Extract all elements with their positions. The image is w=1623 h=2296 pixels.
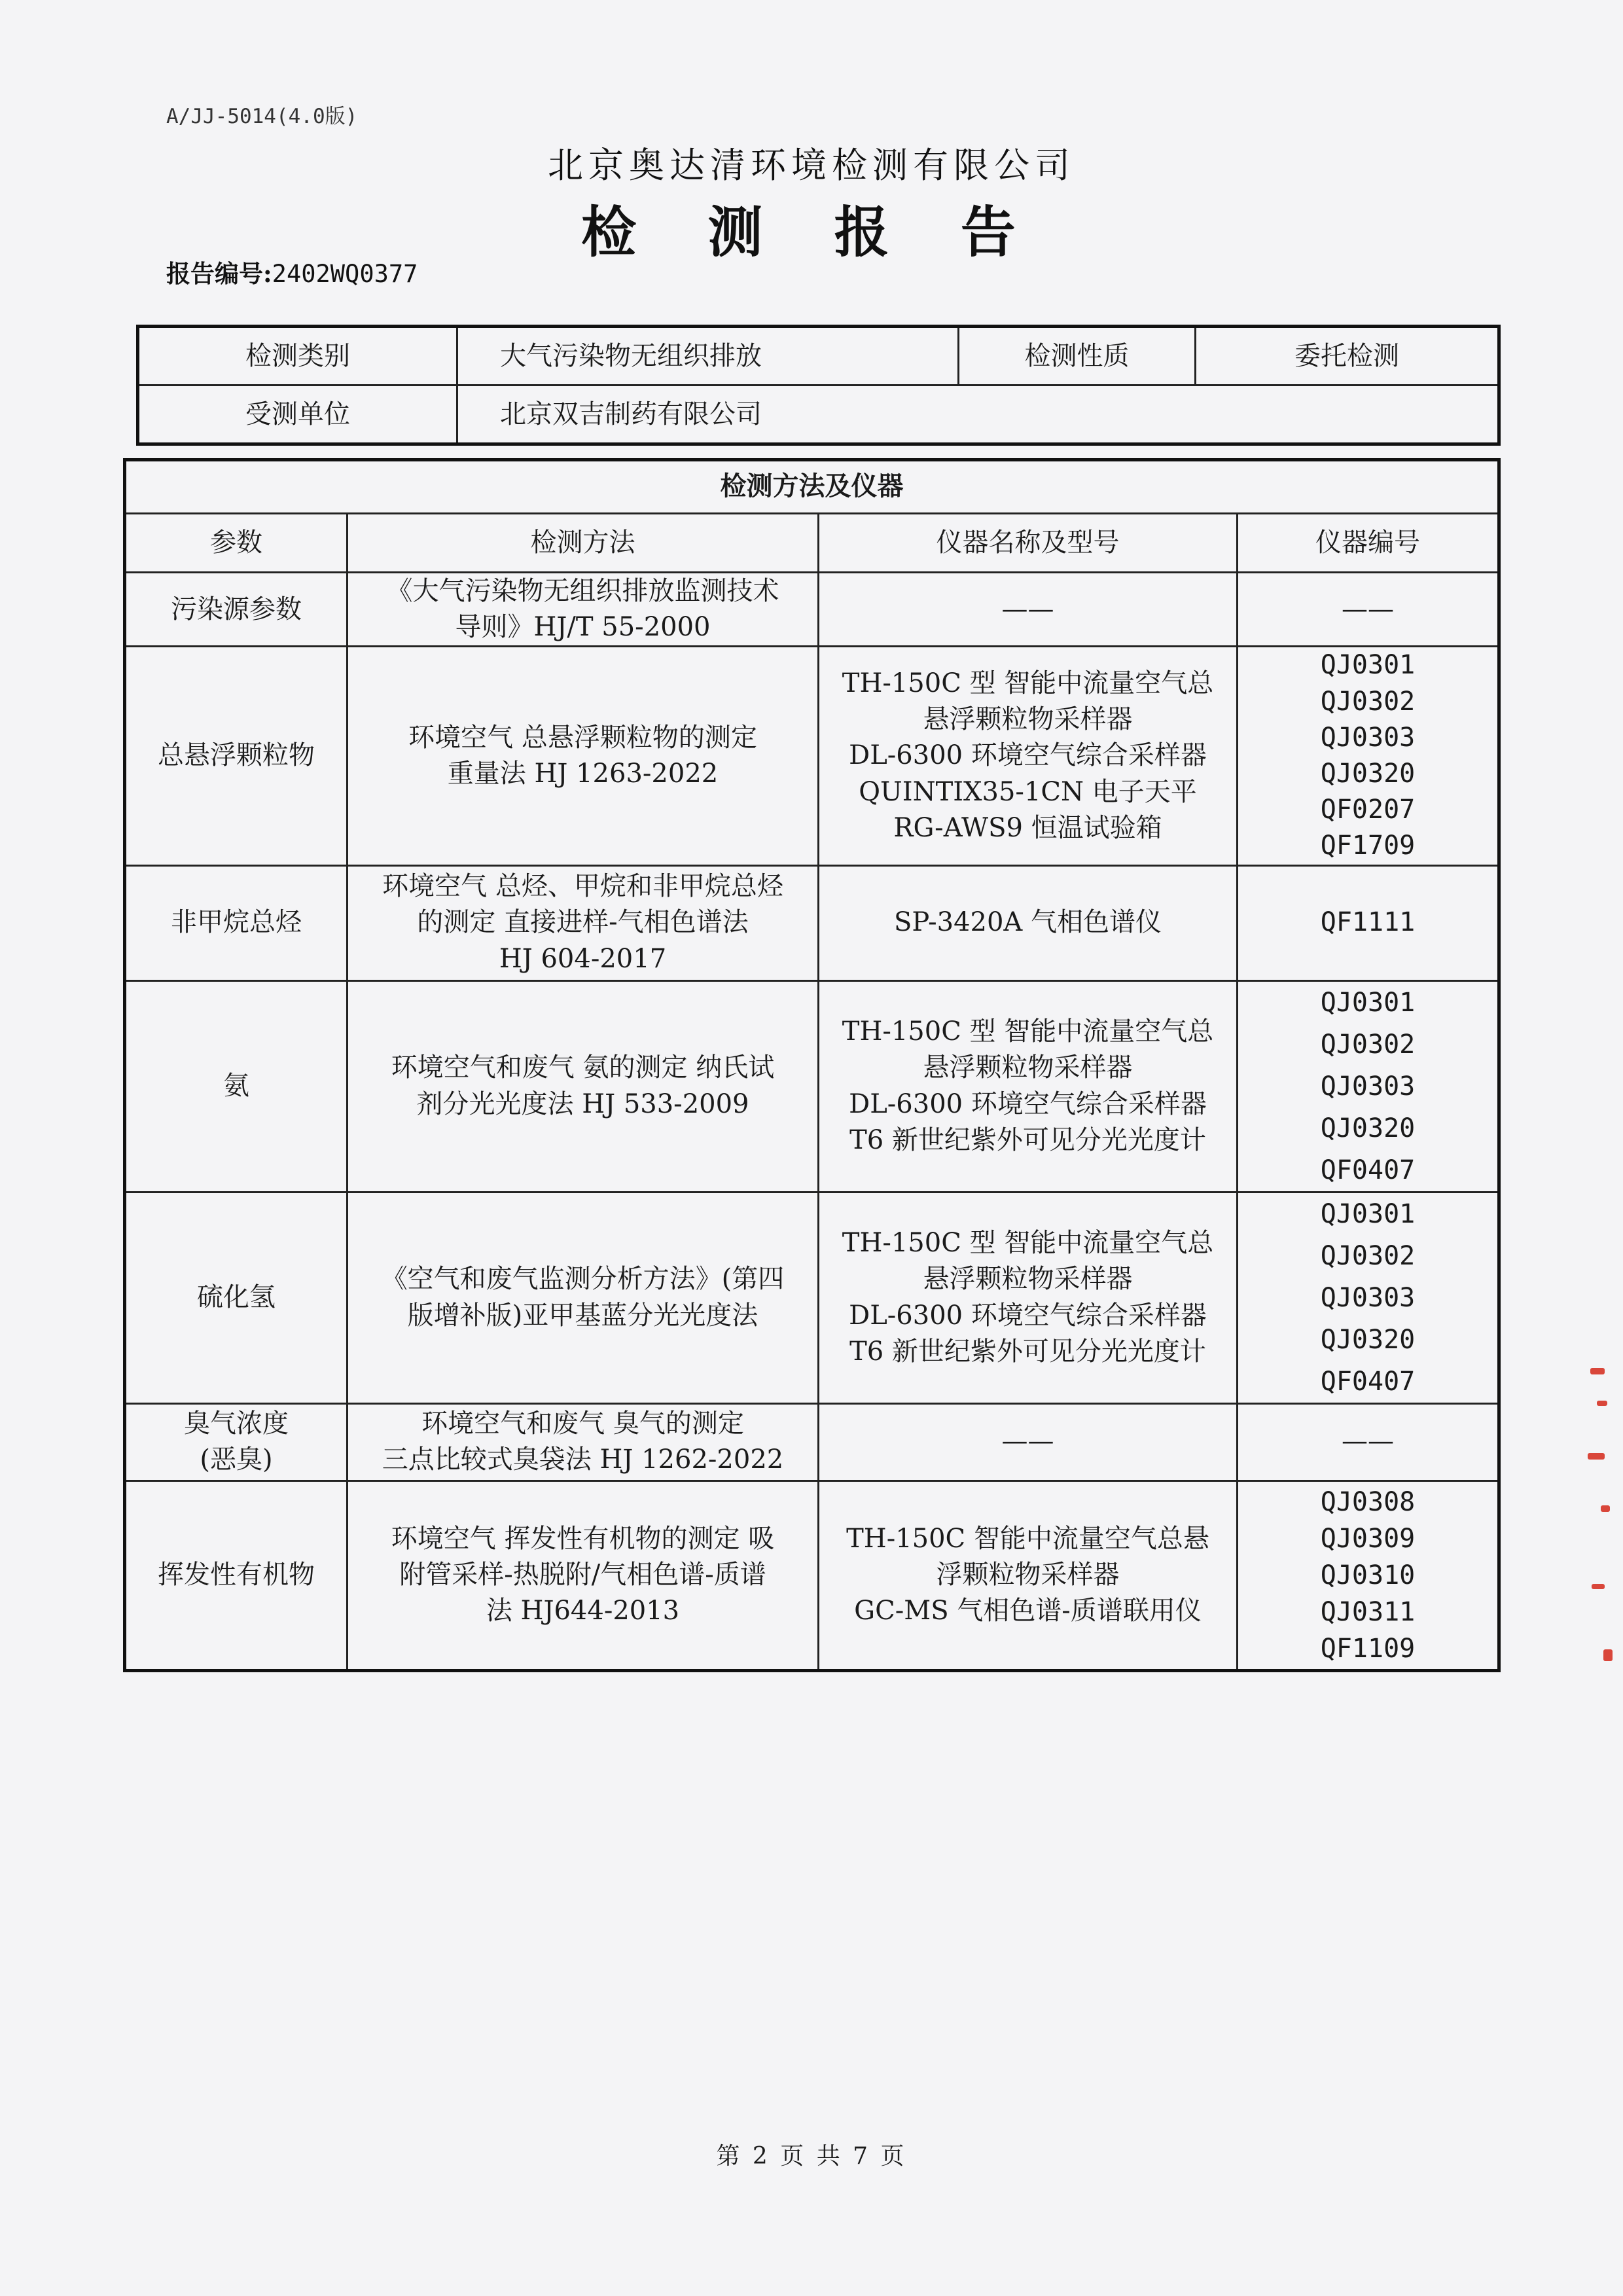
method-line: 导则》HJ/T 55-2000 — [455, 612, 711, 643]
report-number — [166, 254, 418, 289]
code-line: QJ0310 — [1320, 1560, 1416, 1590]
instrument-line: DL-6300 环境空气综合采样器 — [849, 1088, 1207, 1119]
instrument-cell — [819, 1403, 1238, 1480]
codes-cell — [1238, 1403, 1499, 1480]
param-line: (恶臭) — [200, 1444, 273, 1475]
code-line: —— — [1342, 1426, 1394, 1457]
method-cell — [348, 1192, 819, 1403]
param-cell — [125, 1192, 348, 1403]
code-line: QJ0302 — [1320, 686, 1416, 717]
code-line: —— — [1342, 594, 1394, 624]
param-cell — [125, 647, 348, 865]
info-table — [136, 325, 1501, 446]
param-line: 挥发性有机物 — [158, 1559, 315, 1590]
method-line: 《空气和废气监测分析方法》(第四 — [381, 1264, 785, 1295]
instrument-line: —— — [1001, 1426, 1054, 1457]
nature-value: 委托检测 — [1196, 327, 1499, 386]
code-line: QJ0311 — [1320, 1596, 1416, 1627]
method-table — [123, 458, 1501, 1672]
table-row — [125, 573, 1499, 647]
category-label: 检测类别 — [138, 327, 457, 386]
seal-fragment — [1597, 1401, 1607, 1406]
header-method: 检测方法 — [348, 514, 819, 573]
method-line: 重量法 HJ 1263-2022 — [447, 758, 719, 789]
method-cell — [348, 1480, 819, 1670]
instrument-line: 悬浮颗粒物采样器 — [923, 1264, 1133, 1295]
instrument-line: DL-6300 环境空气综合采样器 — [849, 1300, 1207, 1331]
seal-fragment — [1588, 1453, 1605, 1460]
code-line: QJ0302 — [1320, 1029, 1416, 1060]
method-cell — [348, 865, 819, 980]
seal-fragment — [1603, 1649, 1613, 1661]
instrument-line: QUINTIX35-1CN 电子天平 — [859, 776, 1197, 807]
param-line: 硫化氢 — [197, 1282, 276, 1312]
page-number: 第 2 页 共 7 页 — [716, 2143, 907, 2170]
method-line: 剂分光光度法 HJ 533-2009 — [416, 1088, 749, 1119]
method-cell — [348, 647, 819, 865]
code-line: QF0407 — [1320, 1366, 1416, 1397]
instrument-line: DL-6300 环境空气综合采样器 — [849, 740, 1207, 771]
param-cell — [125, 865, 348, 980]
code-line: QJ0303 — [1320, 722, 1416, 753]
report-title: 检 测 报 告 — [581, 200, 1042, 264]
param-line: 污染源参数 — [171, 594, 302, 624]
section-title-row — [125, 460, 1499, 514]
instrument-line: TH-150C 型 智能中流量空气总 — [842, 668, 1214, 698]
method-line: 环境空气和废气 氨的测定 纳氏试 — [391, 1052, 775, 1083]
codes-cell — [1238, 1480, 1499, 1670]
method-cell — [348, 573, 819, 647]
table-row — [125, 1480, 1499, 1670]
code-line: QJ0320 — [1320, 1113, 1416, 1143]
code-line: QJ0301 — [1320, 650, 1416, 681]
code-line: QF1109 — [1320, 1633, 1416, 1664]
header-instrument: 仪器名称及型号 — [819, 514, 1238, 573]
method-line: 的测定 直接进样-气相色谱法 — [417, 907, 749, 938]
method-line: 三点比较式臭袋法 HJ 1262-2022 — [382, 1444, 784, 1475]
param-cell — [125, 1480, 348, 1670]
code-line: QF1111 — [1320, 907, 1416, 938]
instrument-line: —— — [1001, 594, 1054, 624]
report-number-value: 2402WQ0377 — [272, 260, 418, 288]
instrument-cell — [819, 980, 1238, 1192]
method-cell — [348, 980, 819, 1192]
instrument-line: TH-150C 型 智能中流量空气总 — [842, 1016, 1214, 1047]
code-line: QJ0302 — [1320, 1240, 1416, 1271]
codes-cell — [1238, 647, 1499, 865]
param-cell — [125, 980, 348, 1192]
code-line: QJ0301 — [1320, 987, 1416, 1018]
table-row — [125, 865, 1499, 980]
header-row — [125, 514, 1499, 573]
seal-fragment — [1590, 1368, 1605, 1374]
table-row — [125, 647, 1499, 865]
code-line: QJ0309 — [1320, 1523, 1416, 1554]
instrument-cell — [819, 1480, 1238, 1670]
instrument-line: T6 新世纪紫外可见分光光度计 — [849, 1124, 1206, 1155]
code-line: QJ0320 — [1320, 758, 1416, 789]
codes-cell — [1238, 980, 1499, 1192]
method-line: 环境空气 总烃、甲烷和非甲烷总烃 — [382, 871, 783, 902]
method-line: 环境空气和废气 臭气的测定 — [421, 1408, 744, 1439]
instrument-line: 浮颗粒物采样器 — [936, 1559, 1120, 1590]
code-line: QF0207 — [1320, 795, 1416, 825]
document-code: A/JJ-5014(4.0版) — [166, 105, 358, 128]
instrument-line: GC-MS 气相色谱-质谱联用仪 — [854, 1596, 1202, 1626]
param-line: 臭气浓度 — [184, 1408, 289, 1439]
header-codes: 仪器编号 — [1238, 514, 1499, 573]
codes-cell — [1238, 573, 1499, 647]
seal-fragment — [1601, 1505, 1610, 1512]
table-row — [125, 1192, 1499, 1403]
instrument-line: RG-AWS9 恒温试验箱 — [893, 812, 1162, 843]
method-cell — [348, 1403, 819, 1480]
code-line: QJ0303 — [1320, 1071, 1416, 1102]
report-number-label: 报告编号: — [166, 259, 272, 288]
method-line: 版增补版)亚甲基蓝分光光度法 — [407, 1300, 758, 1331]
code-line: QJ0320 — [1320, 1324, 1416, 1355]
info-row-category — [138, 327, 1499, 386]
param-cell — [125, 1403, 348, 1480]
code-line: QF0407 — [1320, 1155, 1416, 1185]
code-line: QJ0303 — [1320, 1282, 1416, 1313]
code-line: QF1709 — [1320, 831, 1416, 861]
nature-label: 检测性质 — [959, 327, 1196, 386]
category-value: 大气污染物无组织排放 — [457, 327, 959, 386]
instrument-cell — [819, 865, 1238, 980]
table-row — [125, 980, 1499, 1192]
unit-value: 北京双吉制药有限公司 — [457, 386, 1499, 444]
method-line: 法 HJ644-2013 — [486, 1596, 680, 1626]
seal-fragment — [1592, 1584, 1605, 1589]
instrument-line: 悬浮颗粒物采样器 — [923, 704, 1133, 735]
method-line: HJ 604-2017 — [499, 943, 667, 974]
method-line: 《大气污染物无组织排放监测技术 — [386, 576, 779, 606]
company-name: 北京奥达清环境检测有限公司 — [548, 145, 1075, 186]
instrument-line: 悬浮颗粒物采样器 — [923, 1052, 1133, 1083]
param-line: 氨 — [223, 1070, 249, 1101]
codes-cell — [1238, 1192, 1499, 1403]
instrument-line: T6 新世纪紫外可见分光光度计 — [849, 1336, 1206, 1367]
param-cell — [125, 573, 348, 647]
header-param: 参数 — [125, 514, 348, 573]
instrument-cell — [819, 573, 1238, 647]
unit-label: 受测单位 — [138, 386, 457, 444]
param-line: 总悬浮颗粒物 — [158, 740, 315, 771]
instrument-cell — [819, 1192, 1238, 1403]
instrument-line: SP-3420A 气相色谱仪 — [893, 907, 1162, 938]
codes-cell — [1238, 865, 1499, 980]
table-row — [125, 1403, 1499, 1480]
method-line: 环境空气 总悬浮颗粒物的测定 — [408, 722, 757, 753]
method-line: 附管采样-热脱附/气相色谱-质谱 — [399, 1559, 766, 1590]
method-line: 环境空气 挥发性有机物的测定 吸 — [391, 1523, 775, 1554]
code-line: QJ0308 — [1320, 1486, 1416, 1517]
section-title: 检测方法及仪器 — [125, 460, 1499, 514]
instrument-line: TH-150C 智能中流量空气总悬 — [846, 1523, 1209, 1554]
instrument-line: TH-150C 型 智能中流量空气总 — [842, 1228, 1214, 1259]
info-row-unit — [138, 386, 1499, 444]
code-line: QJ0301 — [1320, 1198, 1416, 1229]
instrument-cell — [819, 647, 1238, 865]
param-line: 非甲烷总烃 — [171, 907, 302, 938]
